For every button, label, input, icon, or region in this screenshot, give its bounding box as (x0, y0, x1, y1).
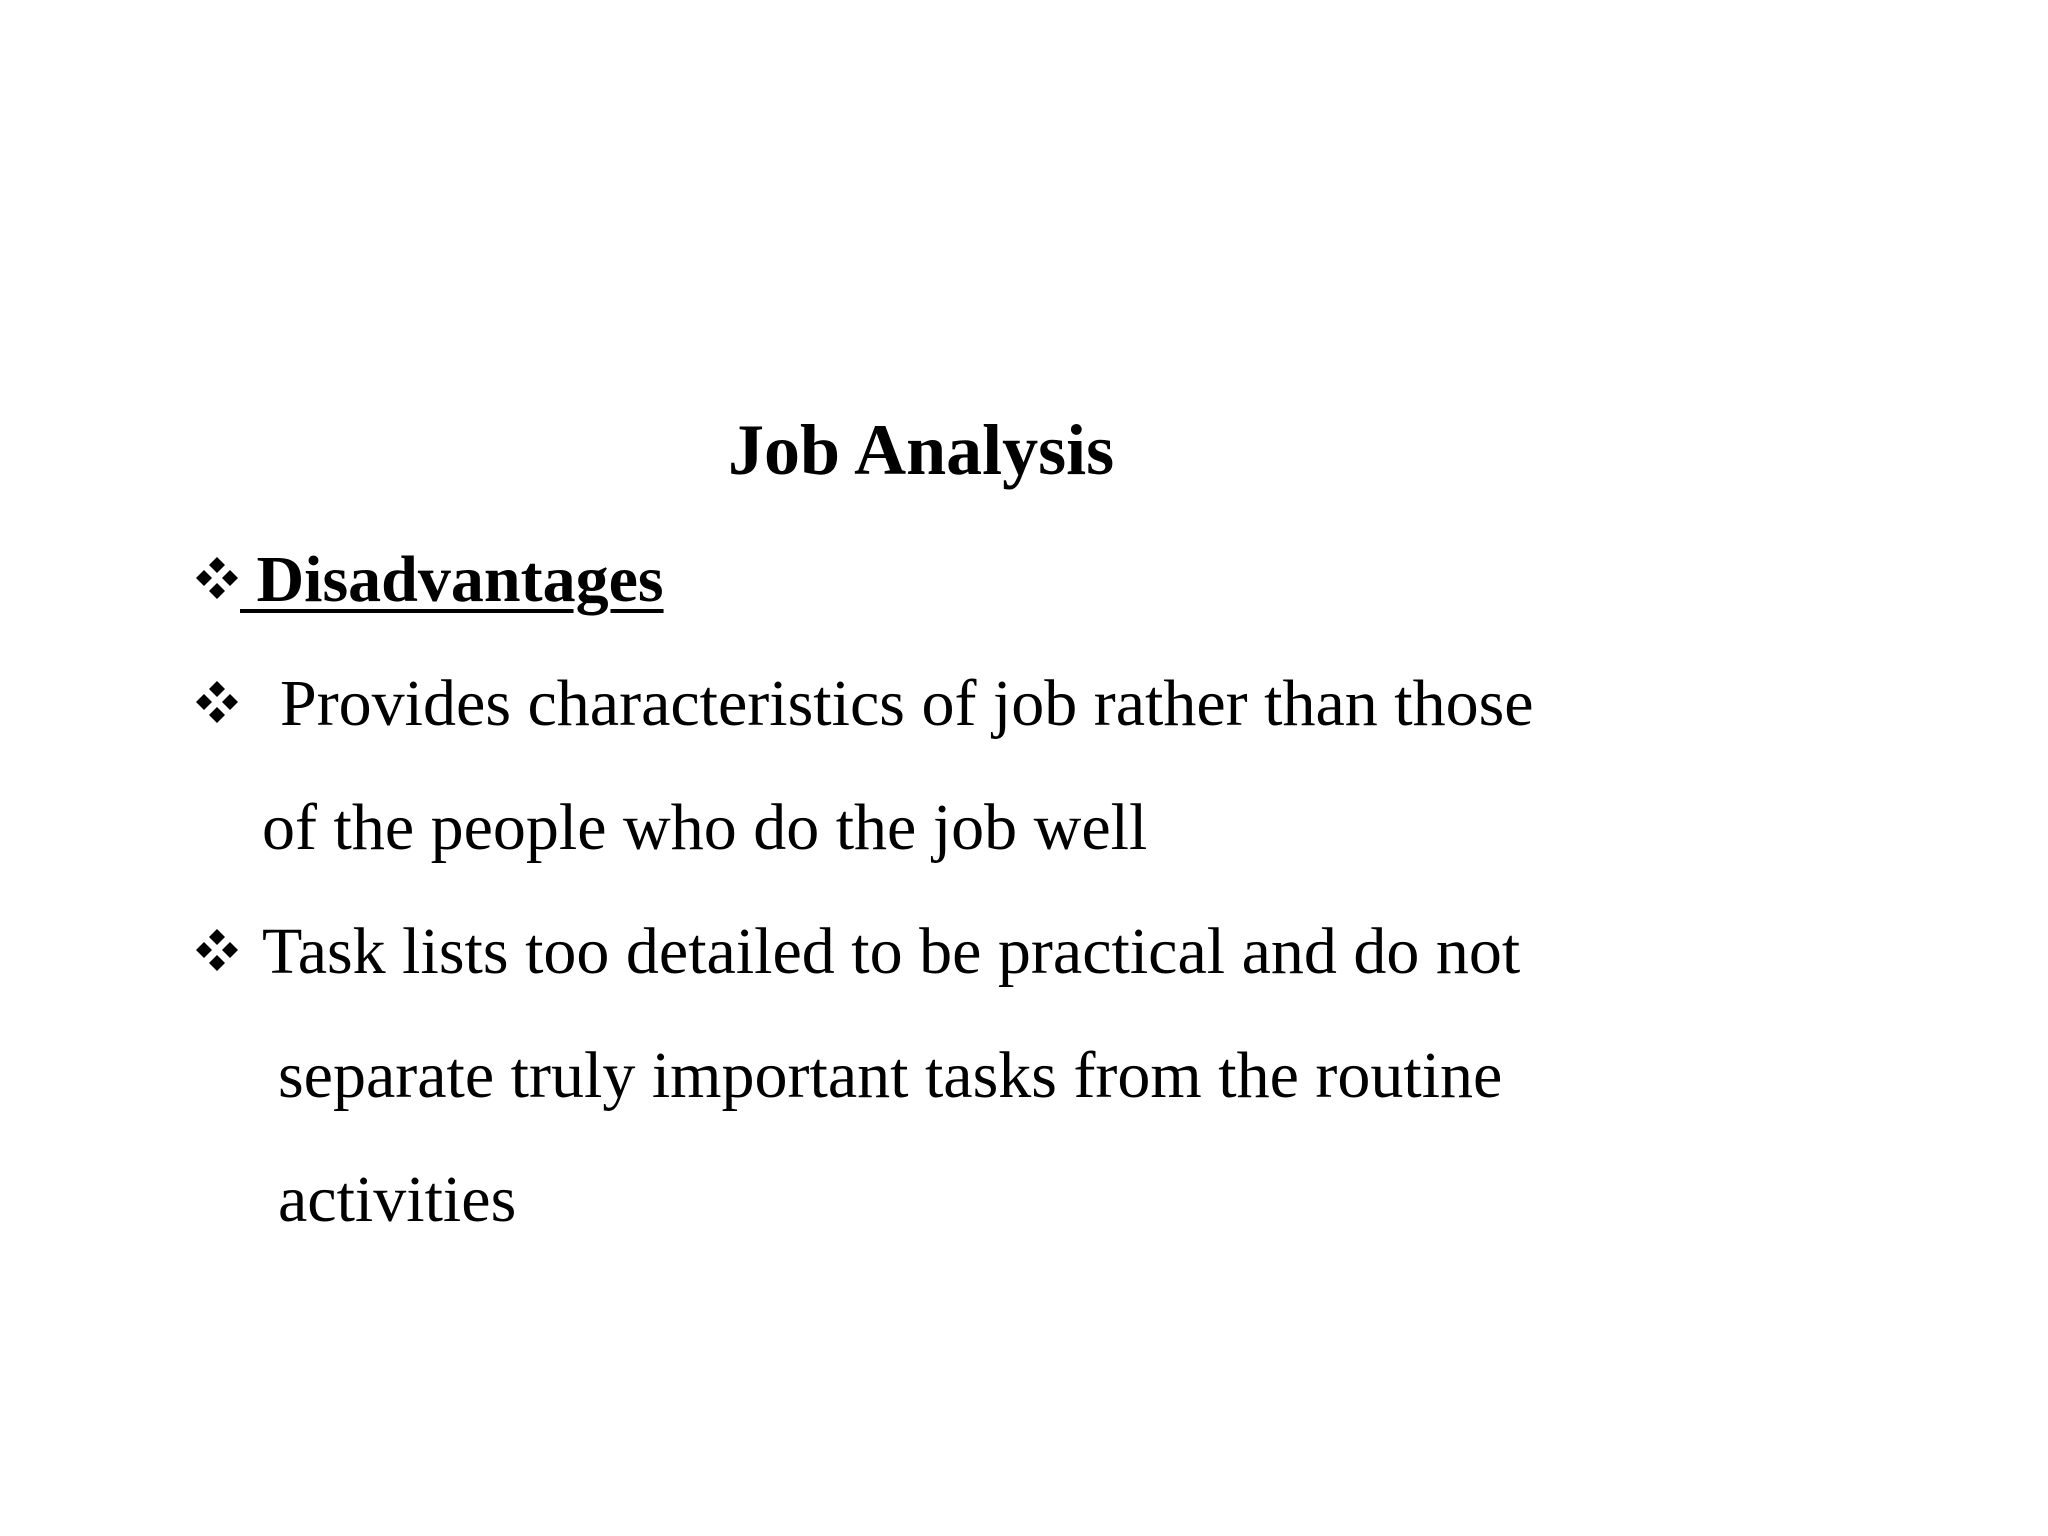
four-diamond-bullet-icon (194, 927, 240, 973)
bullet-point-2-continuation (278, 1160, 516, 1240)
bullet-point-1 (194, 664, 1534, 744)
bullet-point-1-line-1: Provides characteristics of job rather than those (280, 667, 1534, 740)
bullet-point-1-continuation (262, 788, 1147, 868)
four-diamond-bullet-icon (194, 555, 240, 601)
bullet-point-2-line-1: Task lists too detailed to be practical and do not (262, 915, 1521, 988)
bullet-point-2-line-3: activities (278, 1163, 517, 1236)
bullet-point-1-line-2: of the people who do the job well (262, 791, 1148, 864)
bullet-point-2-continuation (278, 1036, 1502, 1116)
slide-title: Job Analysis (728, 410, 1115, 490)
bullet-point-2-line-2: separate truly important tasks from the routine (278, 1039, 1503, 1112)
section-heading-text: Disadvantages (240, 543, 664, 616)
four-diamond-bullet-icon (194, 679, 240, 725)
section-heading (194, 540, 664, 620)
bullet-point-2 (194, 912, 1520, 992)
